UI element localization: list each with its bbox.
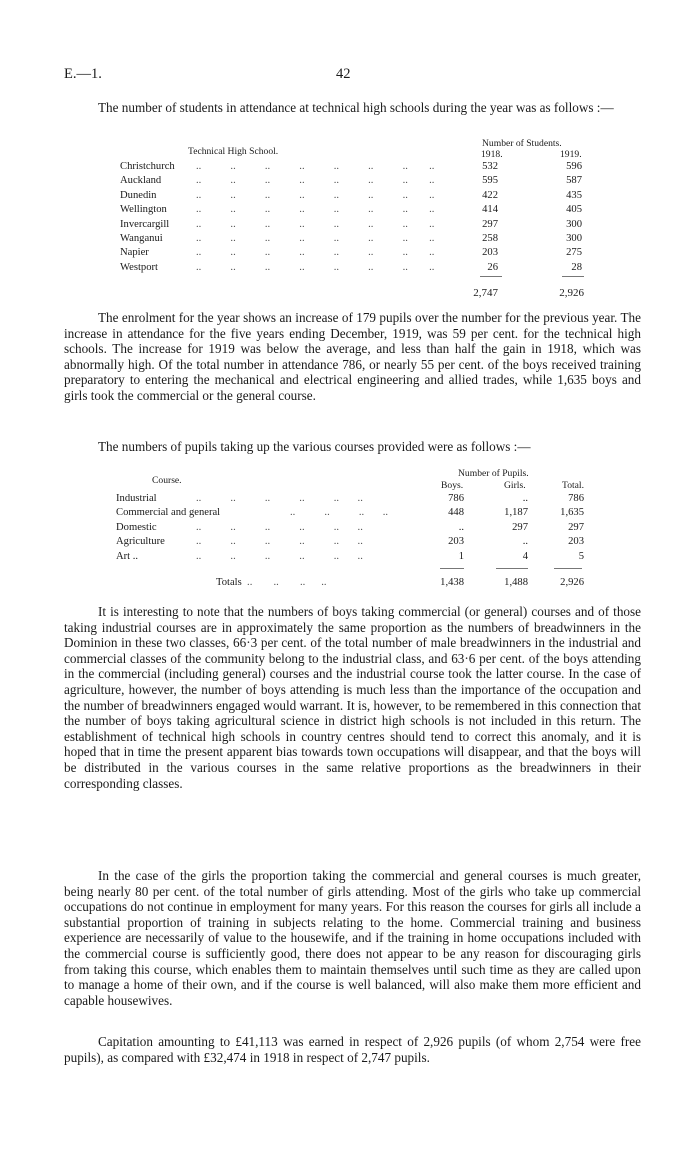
table2-header-boys: Boys. bbox=[441, 480, 464, 491]
table1-cell-1919: 587 bbox=[566, 175, 582, 187]
table1-row-leader: .. .. .. .. .. .. .. .. bbox=[196, 247, 435, 259]
table2-cell-boys: 448 bbox=[448, 507, 464, 519]
table1-cell-1919: 405 bbox=[566, 204, 582, 216]
paragraph-1: The number of students in attendance at technical high schools during the year was as follows :— bbox=[98, 100, 614, 115]
table1-row-name: Westport bbox=[120, 261, 158, 273]
table2-row-leader: .. .. .. .. .. .. bbox=[196, 493, 363, 504]
table1-cell-1918: 595 bbox=[482, 175, 498, 187]
table1-cell-1919: 300 bbox=[566, 218, 582, 230]
table1-row-name: Wellington bbox=[120, 204, 167, 216]
table2-row-leader: .. .. .. .. .. .. bbox=[196, 550, 363, 562]
table2-total-girls: 1,488 bbox=[504, 577, 528, 588]
table2-cell-boys: 1 bbox=[458, 550, 464, 562]
table2-totals-label: Totals .. .. .. .. bbox=[216, 577, 327, 588]
table2-totals-text: Totals bbox=[216, 577, 242, 588]
table2-row-leader: .. .. .. .. .. .. bbox=[196, 521, 363, 533]
table1-row-leader: .. .. .. .. .. .. .. .. bbox=[196, 161, 435, 172]
table2-cell-total: 786 bbox=[568, 493, 584, 504]
table1-row-name: Wanganui bbox=[120, 233, 163, 244]
table1-total-1919: 2,926 bbox=[559, 287, 584, 299]
table2-cell-total: 297 bbox=[568, 521, 584, 533]
table1-row-leader: .. .. .. .. .. .. .. .. bbox=[196, 261, 435, 273]
table1-cell-1918: 532 bbox=[482, 161, 498, 172]
table2-cell-boys: 786 bbox=[448, 493, 464, 504]
table1-cell-1919: 596 bbox=[566, 161, 582, 172]
table2-row-name: Commercial and general bbox=[116, 507, 221, 519]
table1-col-header: Technical High School. bbox=[188, 146, 279, 157]
table2-cell-total: 5 bbox=[578, 550, 584, 562]
table1-cell-1918: 258 bbox=[482, 233, 498, 244]
table1-row-name: Auckland bbox=[120, 175, 162, 187]
table2-group-header: Number of Pupils. bbox=[458, 468, 529, 479]
page-number: 42 bbox=[336, 66, 351, 82]
table2-header-girls: Girls. bbox=[504, 480, 526, 491]
paragraph-5: In the case of the girls the proportion taking the commercial and general courses is much greater, being nearly 80 per cent. of the total number of girls attending. Most of the girls who take up commercial occupations do not continue in employment for many years. For this reason the courses for girls all include a substantial proportion of training in subjects relating to the home. Commercial training and business experience are necessarily of value to the housewife, and if the training in home occupations included with the commercial course is sufficiently good, there does not appear to be any reason for discouraging girls from taking this course, which enables them to maintain themselves until such time as they are called upon to manage a home of their own, and if the course is well balanced, will also make them more efficient and capable housewives. bbox=[64, 868, 641, 1008]
table2-cell-total: 1,635 bbox=[560, 507, 584, 519]
table2-total-rule-boys bbox=[440, 568, 464, 569]
table2-header-total: Total. bbox=[562, 480, 584, 491]
table2-cell-girls: .. bbox=[522, 493, 528, 504]
table1-cell-1918: 297 bbox=[482, 218, 498, 230]
table2-row-leader: .. .. .. .. .. .. bbox=[196, 536, 363, 548]
table1-row-name: Invercargill bbox=[120, 218, 170, 230]
table1-cell-1919: 300 bbox=[566, 233, 582, 244]
table1-total-1918: 2,747 bbox=[473, 287, 498, 299]
table2-cell-girls: 1,187 bbox=[504, 507, 528, 519]
table2-col-header: Course. bbox=[152, 475, 182, 486]
report-code: E.—1. bbox=[64, 66, 102, 82]
paragraph-6: Capitation amounting to £41,113 was earned in respect of 2,926 pupils (of whom 2,754 were free pupils), as compared with £32,474 in 1918 in respect of 2,747 pupils. bbox=[64, 1034, 641, 1065]
table1-total-rule-1919 bbox=[562, 276, 584, 277]
paragraph-4: It is interesting to note that the numbers of boys taking commercial (or general) courses and of those taking industrial courses are in approximately the same proportion as the numbers of breadwinners in the Dominion in these two classes, 66·3 per cent. of the total number of male breadwinners in the industrial and commercial classes of the community belong to the industrial class, and 63·6 per cent. of the boys attending in the commercial (including general) courses and the industrial course took the latter course. In the case of agriculture, however, the number of boys attending is much less than the importance of the occupation and the number of breadwinners engaged would warrant. It is, however, to be remembered in this connection that the number of boys taking agricultural science in district high schools is not included in this return. The establishment of technical high schools in country centres should tend to correct this anomaly, and it is hoped that in time the present apparent bias towards town occupations will disappear, and that the boys will be distributed in the various courses in the same relative proportions as the breadwinners in their corresponding classes. bbox=[64, 604, 641, 791]
table2-cell-girls: 4 bbox=[522, 550, 528, 562]
table2-row-name: Industrial bbox=[116, 493, 157, 504]
table1-row-name: Christchurch bbox=[120, 161, 175, 172]
table2-cell-girls: .. bbox=[522, 536, 528, 548]
table2-cell-girls: 297 bbox=[512, 521, 528, 533]
paragraph-2: The enrolment for the year shows an increase of 179 pupils over the number for the previous year. The increase in attendance for the five years ending December, 1919, was 59 per cent. for the technical high schools. The increase for 1919 was below the average, and less than half the gain in 1918, which was abnormally high. Of the total number in attendance 786, or nearly 55 per cent. of the boys received training preparatory to entering the mechanical and electrical engineering and allied trades, while 1,635 boys and girls took the commercial or the general course. bbox=[64, 310, 641, 403]
table2-row-name: Agriculture bbox=[116, 536, 165, 548]
table1-cell-1918: 422 bbox=[482, 189, 498, 201]
table1-row-leader: .. .. .. .. .. .. .. .. bbox=[196, 218, 435, 230]
table2-row-name: Art .. bbox=[116, 550, 139, 562]
table1-cell-1918: 414 bbox=[482, 204, 498, 216]
table2-total-boys: 1,438 bbox=[440, 577, 464, 588]
table1-header-1918: 1918. bbox=[481, 149, 503, 160]
table2-row-leader: .. .. .. .. bbox=[290, 507, 388, 519]
table2-total-total: 2,926 bbox=[560, 577, 584, 588]
table1-row-leader: .. .. .. .. .. .. .. .. bbox=[196, 233, 435, 244]
table1-header-1919: 1919. bbox=[560, 149, 582, 160]
table1-row-leader: .. .. .. .. .. .. .. .. bbox=[196, 204, 435, 216]
table1-cell-1918: 203 bbox=[482, 247, 498, 259]
table1-group-header: Number of Students. bbox=[482, 138, 562, 149]
paragraph-3: The numbers of pupils taking up the various courses provided were as follows :— bbox=[98, 439, 531, 454]
table1-row-leader: .. .. .. .. .. .. .. .. bbox=[196, 189, 435, 201]
table2-cell-boys: 203 bbox=[448, 536, 464, 548]
table1-row-name: Napier bbox=[120, 247, 149, 259]
table1-cell-1919: 275 bbox=[566, 247, 582, 259]
table1-row-leader: .. .. .. .. .. .. .. .. bbox=[196, 175, 435, 187]
table2-total-rule-total bbox=[554, 568, 582, 569]
table1-cell-1919: 28 bbox=[571, 261, 582, 273]
table1-cell-1918: 26 bbox=[487, 261, 498, 273]
table1-row-name: Dunedin bbox=[120, 189, 157, 201]
table2-cell-boys: .. bbox=[458, 521, 464, 533]
table2-row-name: Domestic bbox=[116, 521, 157, 533]
table1-total-rule-1918 bbox=[480, 276, 502, 277]
table1-cell-1919: 435 bbox=[566, 189, 582, 201]
table2-cell-total: 203 bbox=[568, 536, 584, 548]
table2-total-rule-girls bbox=[496, 568, 528, 569]
